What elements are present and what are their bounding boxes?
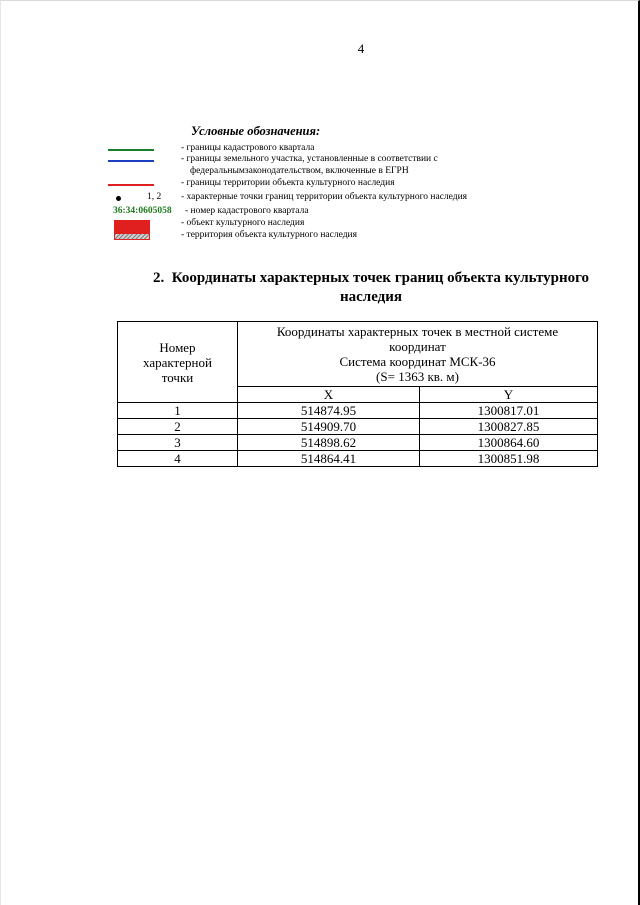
section-title-line1: Координаты характерных точек границ объекта культурного bbox=[171, 270, 590, 286]
legend-item-heritage-territory bbox=[1, 230, 640, 244]
cell-x: 514874.95 bbox=[238, 403, 420, 419]
legend-item-label: - объект культурного наследия bbox=[181, 218, 305, 228]
header-x: X bbox=[238, 387, 420, 403]
header-text: Координаты характерных точек в местной системе bbox=[276, 324, 559, 339]
legend-item-label: федеральнымзаконодательством, включенные в ЕГРН bbox=[190, 166, 409, 176]
cell-point-number: 2 bbox=[118, 419, 238, 435]
table-header-row bbox=[118, 322, 598, 387]
header-text: характерной bbox=[143, 354, 212, 370]
header-text: (S= 1363 кв. м) bbox=[376, 369, 459, 384]
legend-item-label: - границы земельного участка, установленные в соответствии с bbox=[181, 154, 438, 164]
table-row bbox=[118, 419, 598, 435]
table-row bbox=[118, 403, 598, 419]
cell-point-number: 3 bbox=[118, 435, 238, 451]
legend-item-label: - границы территории объекта культурного наследия bbox=[181, 178, 395, 188]
cadastral-number-sample: 36:34:0605058 bbox=[113, 206, 172, 216]
header-y: Y bbox=[420, 387, 598, 403]
header-coordinates bbox=[238, 322, 598, 387]
red-line-symbol bbox=[108, 184, 154, 186]
cell-y: 1300864.60 bbox=[420, 435, 598, 451]
coordinates-table bbox=[117, 321, 598, 467]
legend-item-label: - номер кадастрового квартала bbox=[185, 206, 309, 216]
legend-title: Условные обозначения: bbox=[191, 124, 321, 138]
section-title-line2: наследия bbox=[339, 289, 403, 305]
cell-x: 514909.70 bbox=[238, 419, 420, 435]
cell-y: 1300827.85 bbox=[420, 419, 598, 435]
blue-line-symbol bbox=[108, 160, 154, 162]
section-heading bbox=[131, 269, 611, 307]
legend-item-label: - характерные точки границ территории объекта культурного наследия bbox=[181, 192, 468, 202]
cell-point-number: 4 bbox=[118, 451, 238, 467]
green-line-symbol bbox=[108, 149, 154, 151]
cell-x: 514864.41 bbox=[238, 451, 420, 467]
header-point-number bbox=[118, 322, 238, 403]
point-marker-icon bbox=[116, 196, 121, 201]
page-number: 4 bbox=[357, 41, 365, 56]
legend-item-characteristic-points bbox=[1, 192, 640, 206]
table-row bbox=[118, 435, 598, 451]
legend-item-label: - границы кадастрового квартала bbox=[181, 143, 315, 153]
legend-item-heritage-territory-boundary bbox=[1, 178, 640, 192]
header-text: точки bbox=[161, 369, 194, 385]
header-text: Система координат МСК-36 bbox=[339, 354, 496, 369]
legend-item-label: - территория объекта культурного наследия bbox=[181, 230, 357, 240]
section-number: 2. bbox=[152, 270, 165, 286]
point-labels: 1, 2 bbox=[147, 192, 162, 202]
table-row bbox=[118, 451, 598, 467]
cell-y: 1300817.01 bbox=[420, 403, 598, 419]
header-text: Номер bbox=[159, 339, 196, 355]
cell-y: 1300851.98 bbox=[420, 451, 598, 467]
cell-point-number: 1 bbox=[118, 403, 238, 419]
cell-x: 514898.62 bbox=[238, 435, 420, 451]
header-text: координат bbox=[389, 339, 446, 354]
